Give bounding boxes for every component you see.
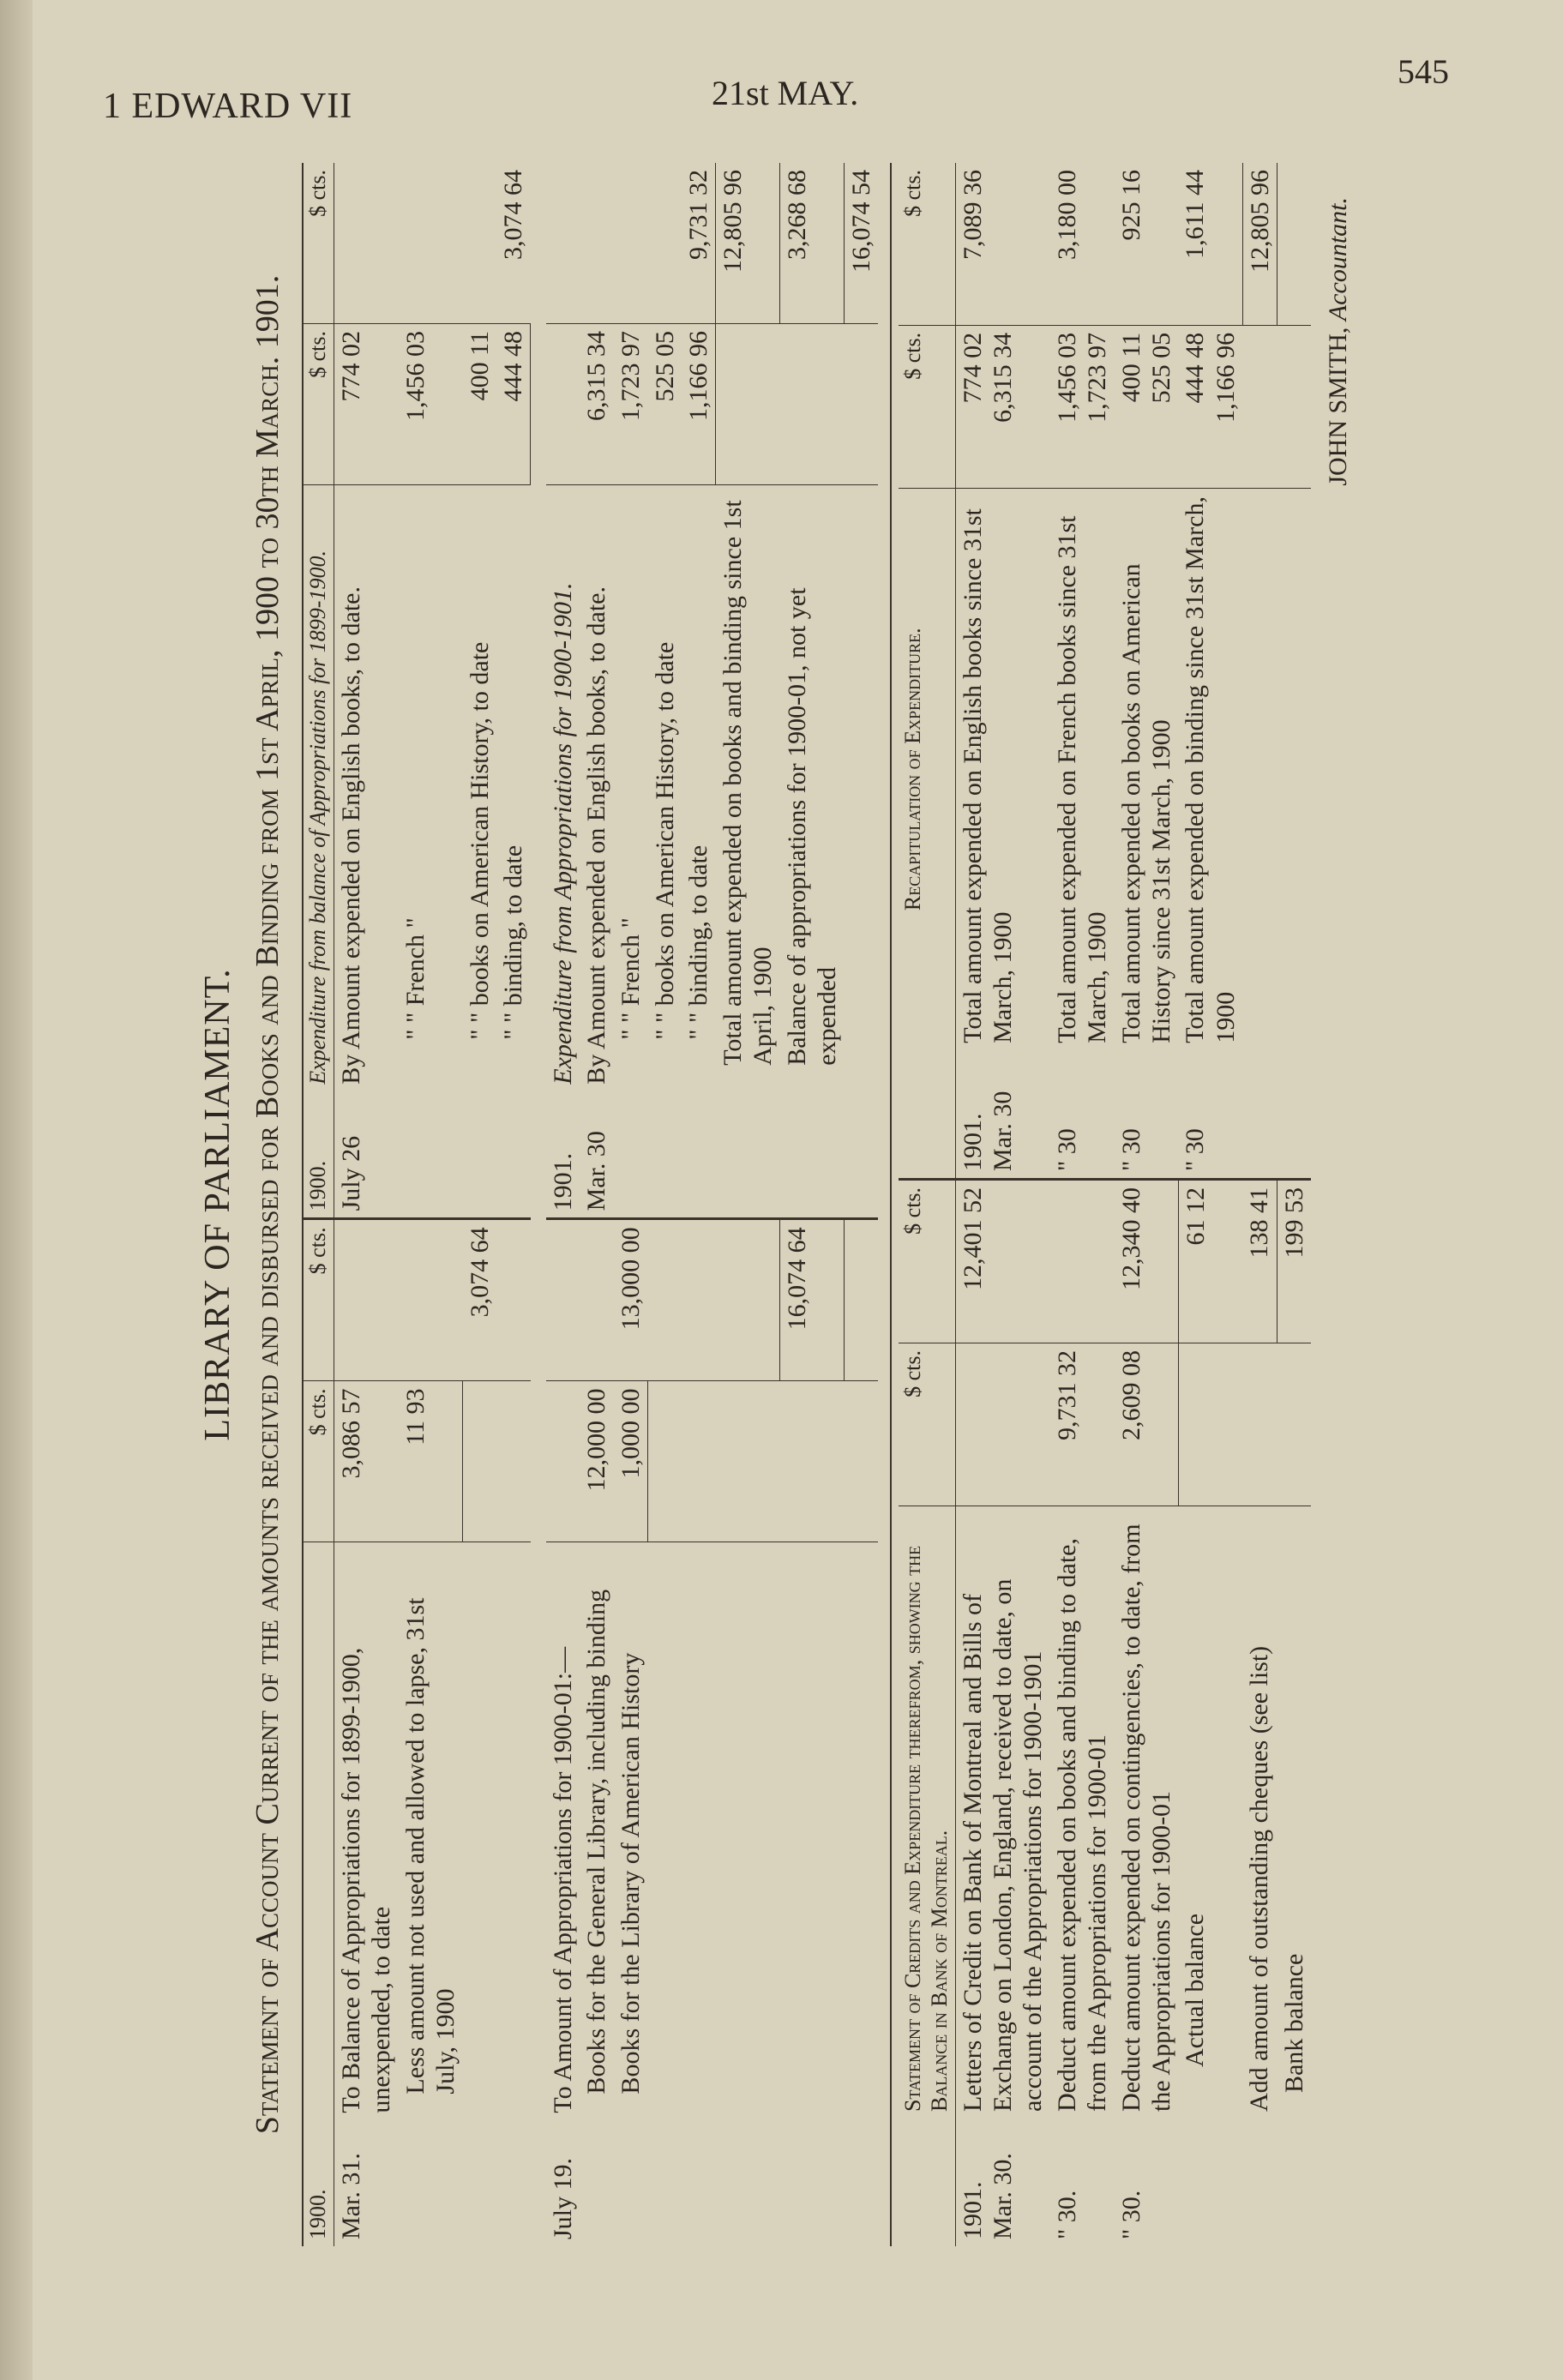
table-header-row: [303, 163, 334, 2246]
table-row: [648, 163, 682, 2246]
row-text: Deduct amount expended on contingencies, to date, from the Appropriations for 1900-01: [1116, 1524, 1175, 2113]
cents-unit: cts.: [305, 330, 331, 362]
signature-block: [1323, 163, 1353, 2246]
table-row: [1050, 163, 1115, 2246]
row-total: 61 12: [1178, 1179, 1242, 1343]
row-text: Less amount not used and allowed to lapse, 31st July, 1900: [400, 1597, 460, 2095]
right-heading-1: Expenditure from balance of Appropriations for 1899-1900.: [303, 484, 334, 1091]
row-total: 12,805 96: [716, 163, 780, 323]
row-amount: 1,723 97: [614, 323, 648, 484]
row-text: Total amount expended on books on American History since 31st March, 1900: [1116, 563, 1175, 1043]
left-grand-total: 16,074 64: [780, 1219, 845, 1381]
row-total: 3,180 00: [1050, 163, 1115, 325]
document-title: LIBRARY OF PARLIAMENT.: [198, 968, 237, 1441]
header-date: 21st MAY.: [712, 74, 859, 112]
row-text: Books for the Library of American History: [616, 1652, 645, 2095]
signature-name: JOHN SMITH,: [1324, 327, 1353, 486]
row-text: Actual balance: [1181, 1913, 1210, 2068]
table-row: [496, 163, 531, 2246]
row-date: Mar. 30.: [989, 2153, 1018, 2239]
row-text: Books for the General Library, including binding: [582, 1589, 611, 2095]
row-amount: 3,086 57: [334, 1381, 399, 1542]
row-text: Bank balance: [1279, 1953, 1308, 2094]
dollar-unit: $: [900, 1385, 926, 1397]
table-row: [463, 163, 496, 2246]
cents-unit: cts.: [305, 170, 331, 201]
row-amount: 400 11: [463, 323, 496, 484]
right-grand-total: 16,074 54: [844, 163, 878, 323]
bank-balance-total: 199 53: [1277, 1179, 1312, 1343]
row-date: July 19.: [548, 2157, 577, 2239]
page-number: 545: [1398, 52, 1449, 91]
document-subtitle: Statement of Account Current of the amounts received and disbursed for Books and Binding from 1st April, 1900 to 30th March. 1901.: [249, 274, 286, 2135]
row-total: 9,731 32: [682, 163, 716, 323]
rotated-statement: [197, 163, 1483, 2246]
row-total: 138 41: [1242, 1179, 1277, 1343]
table-row: [614, 163, 648, 2246]
dollar-unit: $: [305, 1424, 331, 1436]
dollar-unit: $: [900, 205, 926, 217]
row-text: Total amount expended on binding since 31st March, 1900: [1181, 496, 1240, 1043]
row-date: July 26: [334, 1091, 399, 1219]
row-total: 1,611 44: [1178, 163, 1242, 325]
table-row: [955, 163, 1050, 2246]
row-amount: 525 05: [648, 323, 682, 484]
table-row: [546, 163, 580, 2246]
dollar-unit: $: [305, 1263, 331, 1275]
table-row: [780, 163, 845, 2246]
row-amount: 6,315 34: [989, 332, 1018, 423]
row-date: Mar. 30: [989, 1091, 1018, 1171]
row-text: Total amount expended on English books since 31st March, 1900: [958, 508, 1018, 1043]
header-volume: 1 EDWARD VII: [103, 87, 353, 126]
row-amount: 1,723 97: [1083, 332, 1112, 423]
row-text: " " French ": [400, 917, 430, 1040]
row-text: " " French ": [616, 917, 645, 1040]
row-date: " 30: [1115, 1050, 1179, 1180]
row-amount: 525 05: [1146, 332, 1175, 404]
cents-unit: cts.: [900, 1349, 926, 1381]
row-text: " " books on American History, to date: [465, 641, 494, 1040]
section-divider: [890, 163, 892, 2246]
cents-unit: cts.: [900, 332, 926, 364]
row-text: Add amount of outstanding cheques (see list): [1245, 1645, 1274, 2113]
row-amount: 12,000 00: [580, 1381, 613, 1542]
row-amount: 774 02: [334, 323, 399, 484]
credits-year: 1901.: [958, 2181, 987, 2239]
page-header: [0, 0, 1563, 154]
table-row: [844, 163, 878, 2246]
right-year: 1901.: [546, 1091, 580, 1219]
page-binding-edge: [0, 0, 33, 2380]
row-total: 3,268 68: [780, 163, 845, 323]
row-text: " " binding, to date: [683, 844, 712, 1040]
table-row: [1242, 163, 1277, 2246]
row-amount: 6,315 34: [580, 323, 613, 484]
row-amount: 1,166 96: [682, 323, 716, 484]
row-total: 7,089 36: [955, 163, 1050, 325]
row-amount: 444 48: [1181, 332, 1210, 404]
recap-title: Recapitulation of Expenditure.: [899, 488, 955, 1050]
recap-grand-total: 12,805 96: [1242, 163, 1277, 325]
row-amount: [955, 1343, 1050, 1506]
table-row: [1178, 163, 1242, 2246]
row-date: " 30: [1050, 1050, 1115, 1180]
dollar-unit: $: [305, 205, 331, 217]
row-amount: 9,731 32: [1050, 1343, 1115, 1506]
row-total: [1050, 1179, 1115, 1343]
row-text: Total amount expended on French books since 31st March, 1900: [1052, 515, 1112, 1043]
row-amount: 2,609 08: [1115, 1343, 1179, 1506]
row-date: " 30.: [1052, 2190, 1081, 2239]
account-current-table: [302, 163, 878, 2246]
row-amount: 1,166 96: [1211, 332, 1240, 423]
dollar-unit: $: [305, 366, 331, 378]
row-total: 3,074 64: [496, 163, 531, 323]
row-total: 925 16: [1115, 163, 1179, 325]
row-text: Total amount expended on books and binding since 1st April, 1900: [718, 500, 778, 1066]
row-amount: 11 93: [399, 1381, 463, 1542]
row-date: " 30: [1178, 1050, 1242, 1180]
row-date: Mar. 30: [580, 1091, 613, 1219]
credits-title: Statement of Credits and Expenditure therefrom, showing the Balance in Bank of Montreal.: [899, 1506, 955, 2119]
row-text: By Amount expended on English books, to date.: [582, 586, 611, 1085]
recap-year: 1901.: [958, 1113, 987, 1171]
row-text: " " books on American History, to date: [650, 641, 679, 1040]
left-year: 1900.: [303, 2120, 334, 2246]
table-row: [716, 163, 780, 2246]
row-date: " 30.: [1116, 2190, 1145, 2239]
row-date: Mar. 31.: [337, 2153, 366, 2239]
credits-recap-table: [899, 163, 1311, 2246]
table-header-row: [899, 163, 955, 2246]
row-amount: 1,000 00: [614, 1381, 648, 1542]
right-year: 1900.: [303, 1091, 334, 1219]
signature-role: Accountant.: [1324, 197, 1353, 322]
row-total: 12,401 52: [955, 1179, 1050, 1343]
row-total: 13,000 00: [614, 1219, 648, 1381]
cents-unit: cts.: [900, 1187, 926, 1218]
table-row: [334, 163, 399, 2246]
right-heading-2: Expenditure from Appropriations for 1900-1901.: [548, 582, 577, 1085]
table-row: [580, 163, 613, 2246]
row-text: To Balance of Appropriations for 1899-1900, unexpended, to date: [337, 1647, 396, 2113]
table-row: [1277, 163, 1312, 2246]
row-text: To Amount of Appropriations for 1900-01:—: [548, 1646, 577, 2113]
row-total: 3,074 64: [463, 1219, 496, 1381]
row-text: By Amount expended on English books, to date.: [337, 586, 366, 1085]
row-amount: 1,456 03: [399, 323, 463, 484]
row-text: Letters of Credit on Bank of Montreal and Bills of Exchange on London, England, received to date, on account of the Appropriations for 1900-1901: [958, 1578, 1048, 2113]
table-row: [399, 163, 463, 2246]
row-total: 12,340 40: [1115, 1179, 1179, 1343]
table-row: [682, 163, 716, 2246]
row-amount: 774 02: [958, 332, 987, 404]
table-row: [1115, 163, 1179, 2246]
row-text: Balance of appropriations for 1900-01, not yet expended: [782, 587, 842, 1066]
row-amount: 1,456 03: [1052, 332, 1081, 423]
dollar-unit: $: [900, 368, 926, 380]
row-text: " " binding, to date: [499, 844, 527, 1040]
row-amount: 444 48: [496, 323, 531, 484]
row-text: Deduct amount expended on books and binding to date, from the Appropriations for 1900-01: [1052, 1538, 1112, 2113]
cents-unit: cts.: [305, 1388, 331, 1419]
dollar-unit: $: [900, 1223, 926, 1235]
cents-unit: cts.: [900, 170, 926, 201]
cents-unit: cts.: [305, 1227, 331, 1258]
row-amount: 400 11: [1116, 332, 1145, 403]
